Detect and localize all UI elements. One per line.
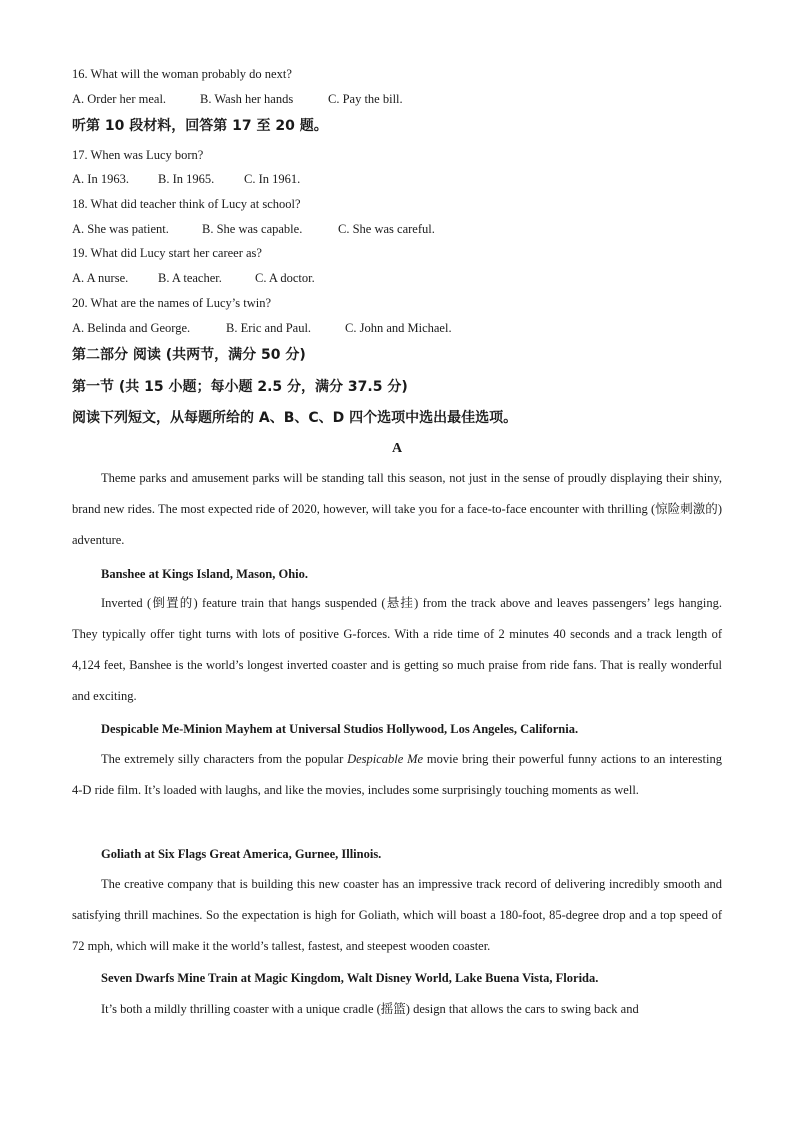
option-b: B. Wash her hands — [200, 92, 294, 106]
minion-text-after: movie bring their powerful funny actions to an interesting 4-D ride film. It’s loaded with laughs, and like the movies, includes some surprisingly touching moments as well. — [72, 752, 722, 797]
question-17-options — [72, 171, 300, 187]
option-a: A. In 1963. — [72, 172, 129, 186]
minion-text-before: The extremely silly characters from the popular — [101, 752, 348, 766]
question-16: 16. What will the woman probably do next? — [72, 67, 292, 81]
question-19-options — [72, 270, 315, 286]
goliath-title: Goliath at Six Flags Great America, Gurnee, Illinois. — [101, 847, 382, 861]
option-b: B. Eric and Paul. — [226, 321, 312, 335]
option-a: A. Belinda and George. — [72, 321, 191, 335]
question-16-options — [72, 91, 403, 107]
option-c: C. She was careful. — [338, 222, 435, 236]
question-20-options — [72, 320, 452, 336]
option-c: C. John and Michael. — [345, 321, 452, 335]
question-18-options — [72, 221, 435, 237]
option-b: B. A teacher. — [158, 271, 222, 285]
section-1-heading: 第一节 (共 15 小题；每小题 2.5 分，满分 37.5 分) — [72, 379, 408, 395]
banshee-title: Banshee at Kings Island, Mason, Ohio. — [101, 567, 308, 581]
option-b: B. In 1965. — [158, 172, 215, 186]
banshee-paragraph: Inverted (倒置的) feature train that hangs suspended (悬挂) from the track above and leaves passengers’ legs hanging. They typically offer tight turns with lots of positive G-forces. With a ride time of 2 minutes 40 seconds and a track length of 4,124 feet, Banshee is the world’s longest inverted coaster and is getting so much praise from ride fans. That is really wonderful and exciting. — [72, 596, 722, 703]
question-18: 18. What did teacher think of Lucy at school? — [72, 197, 301, 211]
dwarfs-paragraph: It’s both a mildly thrilling coaster with a unique cradle (摇篮) design that allows the cars to swing back and — [101, 1002, 639, 1016]
part-2-heading: 第二部分 阅读 (共两节，满分 50 分) — [72, 347, 306, 363]
movie-title: Despicable Me — [347, 752, 424, 766]
option-c: C. In 1961. — [244, 172, 301, 186]
minion-title: Despicable Me-Minion Mayhem at Universal Studios Hollywood, Los Angeles, California. — [101, 722, 579, 736]
option-b: B. She was capable. — [202, 222, 303, 236]
dwarfs-title: Seven Dwarfs Mine Train at Magic Kingdom, Walt Disney World, Lake Buena Vista, Florida. — [101, 971, 599, 985]
option-a: A. She was patient. — [72, 222, 169, 236]
question-17: 17. When was Lucy born? — [72, 148, 204, 162]
reading-instruction: 阅读下列短文，从每题所给的 A、B、C、D 四个选项中选出最佳选项。 — [72, 410, 518, 426]
question-20: 20. What are the names of Lucy’s twin? — [72, 296, 272, 310]
option-c: C. A doctor. — [255, 271, 315, 285]
minion-paragraph — [72, 744, 722, 806]
section-10-heading: 听第 10 段材料，回答第 17 至 20 题。 — [72, 118, 328, 134]
goliath-paragraph: The creative company that is building this new coaster has an impressive track record of delivering incredibly smooth and satisfying thrill machines. So the expectation is high for Goliath, which will boast a 180-foot, 85-degree drop and a top speed of 72 mph, which will make it the world’s tallest, fastest, and steepest wooden coaster. — [72, 877, 722, 953]
option-a: A. A nurse. — [72, 271, 129, 285]
intro-paragraph: Theme parks and amusement parks will be standing tall this season, not just in the sense of proudly displaying their shiny, brand new rides. The most expected ride of 2020, however, will take you for a face-to-face encounter with thrilling (惊险刺激的) adventure. — [72, 471, 722, 547]
question-19: 19. What did Lucy start her career as? — [72, 246, 262, 260]
option-c: C. Pay the bill. — [328, 92, 403, 106]
option-a: A. Order her meal. — [72, 92, 167, 106]
passage-letter: A — [391, 441, 403, 456]
